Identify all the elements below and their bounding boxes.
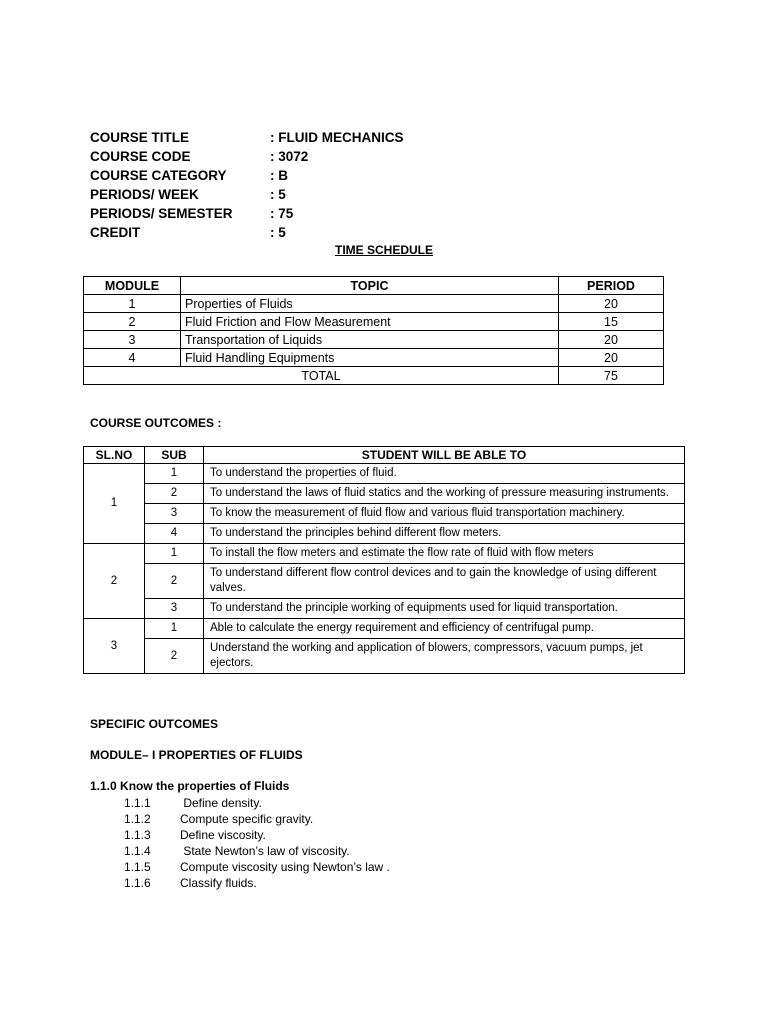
info-label: COURSE CATEGORY <box>90 168 227 183</box>
item-number: 1.1.1 <box>124 796 151 810</box>
total-label: TOTAL <box>84 367 559 385</box>
course-info <box>90 128 404 242</box>
outcome-cell: To understand the principle working of equipments used for liquid transportation. <box>204 599 685 619</box>
topic-cell: Fluid Friction and Flow Measurement <box>181 313 559 331</box>
course-code-row <box>90 147 404 166</box>
sub-cell: 1 <box>145 464 204 484</box>
item-text: State Newton’s law of viscosity. <box>180 844 350 858</box>
course-title-row <box>90 128 404 147</box>
info-label: COURSE CODE <box>90 149 191 164</box>
outcome-cell: To understand the laws of fluid statics and the working of pressure measuring instruments. <box>204 484 685 504</box>
table-row <box>84 619 685 639</box>
item-number: 1.1.6 <box>124 876 151 890</box>
sub-cell: 1 <box>145 544 204 564</box>
period-cell: 20 <box>559 295 664 313</box>
sub-cell: 3 <box>145 599 204 619</box>
sub-cell: 1 <box>145 619 204 639</box>
item-text: Define viscosity. <box>180 828 266 842</box>
table-row <box>84 313 664 331</box>
specific-outcomes-list <box>124 795 390 891</box>
table-header-row <box>84 447 685 464</box>
list-item <box>124 795 390 811</box>
info-value: : B <box>270 168 288 183</box>
info-label: CREDIT <box>90 225 141 240</box>
col-header-slno: SL.NO <box>84 447 145 464</box>
topic-cell: Transportation of Liquids <box>181 331 559 349</box>
table-row <box>84 504 685 524</box>
table-row <box>84 639 685 674</box>
list-item <box>124 827 390 843</box>
course-outcomes-table <box>83 446 685 674</box>
time-schedule-table <box>83 276 664 385</box>
info-value: : 5 <box>270 187 286 202</box>
outcome-cell: Understand the working and application of blowers, compressors, vacuum pumps, jet ejectors. <box>204 639 685 674</box>
specific-outcomes-heading: SPECIFIC OUTCOMES <box>90 717 219 731</box>
periods-semester-row <box>90 204 404 223</box>
item-number: 1.1.3 <box>124 828 151 842</box>
item-text: Compute viscosity using Newton’s law . <box>180 860 390 874</box>
course-category-row <box>90 166 404 185</box>
total-value: 75 <box>559 367 664 385</box>
item-number: 1.1.4 <box>124 844 151 858</box>
info-value: : 3072 <box>270 149 309 164</box>
outcome-cell: To understand the principles behind different flow meters. <box>204 524 685 544</box>
table-row <box>84 524 685 544</box>
periods-week-row <box>90 185 404 204</box>
item-number: 1.1.2 <box>124 812 151 826</box>
credit-row <box>90 223 404 242</box>
table-row <box>84 564 685 599</box>
period-cell: 15 <box>559 313 664 331</box>
module-heading: MODULE– I PROPERTIES OF FLUIDS <box>90 748 303 762</box>
item-text: Classify fluids. <box>180 876 257 890</box>
col-header-period: PERIOD <box>559 277 664 295</box>
module-cell: 4 <box>84 349 181 367</box>
outcome-subheading: 1.1.0 Know the properties of Fluids <box>90 779 290 793</box>
time-schedule-heading: TIME SCHEDULE <box>334 243 433 257</box>
list-item <box>124 859 390 875</box>
module-cell: 3 <box>84 331 181 349</box>
col-header-sub: SUB <box>145 447 204 464</box>
item-text: Compute specific gravity. <box>180 812 314 826</box>
table-row <box>84 295 664 313</box>
outcome-cell: To know the measurement of fluid flow and various fluid transportation machinery. <box>204 504 685 524</box>
table-row <box>84 349 664 367</box>
table-header-row <box>84 277 664 295</box>
item-number: 1.1.5 <box>124 860 151 874</box>
item-text: Define density. <box>180 796 262 810</box>
sub-cell: 3 <box>145 504 204 524</box>
info-value: : 75 <box>270 206 294 221</box>
sub-cell: 2 <box>145 484 204 504</box>
table-row <box>84 464 685 484</box>
period-cell: 20 <box>559 349 664 367</box>
table-row <box>84 599 685 619</box>
col-header-topic: TOPIC <box>181 277 559 295</box>
info-label: PERIODS/ WEEK <box>90 187 199 202</box>
outcome-cell: Able to calculate the energy requirement and efficiency of centrifugal pump. <box>204 619 685 639</box>
info-label: PERIODS/ SEMESTER <box>90 206 233 221</box>
outcome-cell: To understand different flow control devices and to gain the knowledge of using different valves. <box>204 564 685 599</box>
info-value: : FLUID MECHANICS <box>270 130 404 145</box>
topic-cell: Fluid Handling Equipments <box>181 349 559 367</box>
sub-cell: 2 <box>145 639 204 674</box>
table-row <box>84 331 664 349</box>
module-cell: 2 <box>84 313 181 331</box>
topic-cell: Properties of Fluids <box>181 295 559 313</box>
table-row <box>84 484 685 504</box>
info-label: COURSE TITLE <box>90 130 190 145</box>
slno-cell: 1 <box>84 464 145 544</box>
total-row <box>84 367 664 385</box>
slno-cell: 3 <box>84 619 145 674</box>
info-value: : 5 <box>270 225 286 240</box>
course-outcomes-heading: COURSE OUTCOMES : <box>90 416 222 430</box>
col-header-module: MODULE <box>84 277 181 295</box>
outcome-cell: To understand the properties of fluid. <box>204 464 685 484</box>
list-item <box>124 811 390 827</box>
slno-cell: 2 <box>84 544 145 619</box>
list-item <box>124 875 390 891</box>
period-cell: 20 <box>559 331 664 349</box>
list-item <box>124 843 390 859</box>
module-cell: 1 <box>84 295 181 313</box>
outcome-cell: To install the flow meters and estimate the flow rate of fluid with flow meters <box>204 544 685 564</box>
sub-cell: 4 <box>145 524 204 544</box>
sub-cell: 2 <box>145 564 204 599</box>
col-header-desc: STUDENT WILL BE ABLE TO <box>204 447 685 464</box>
table-row <box>84 544 685 564</box>
